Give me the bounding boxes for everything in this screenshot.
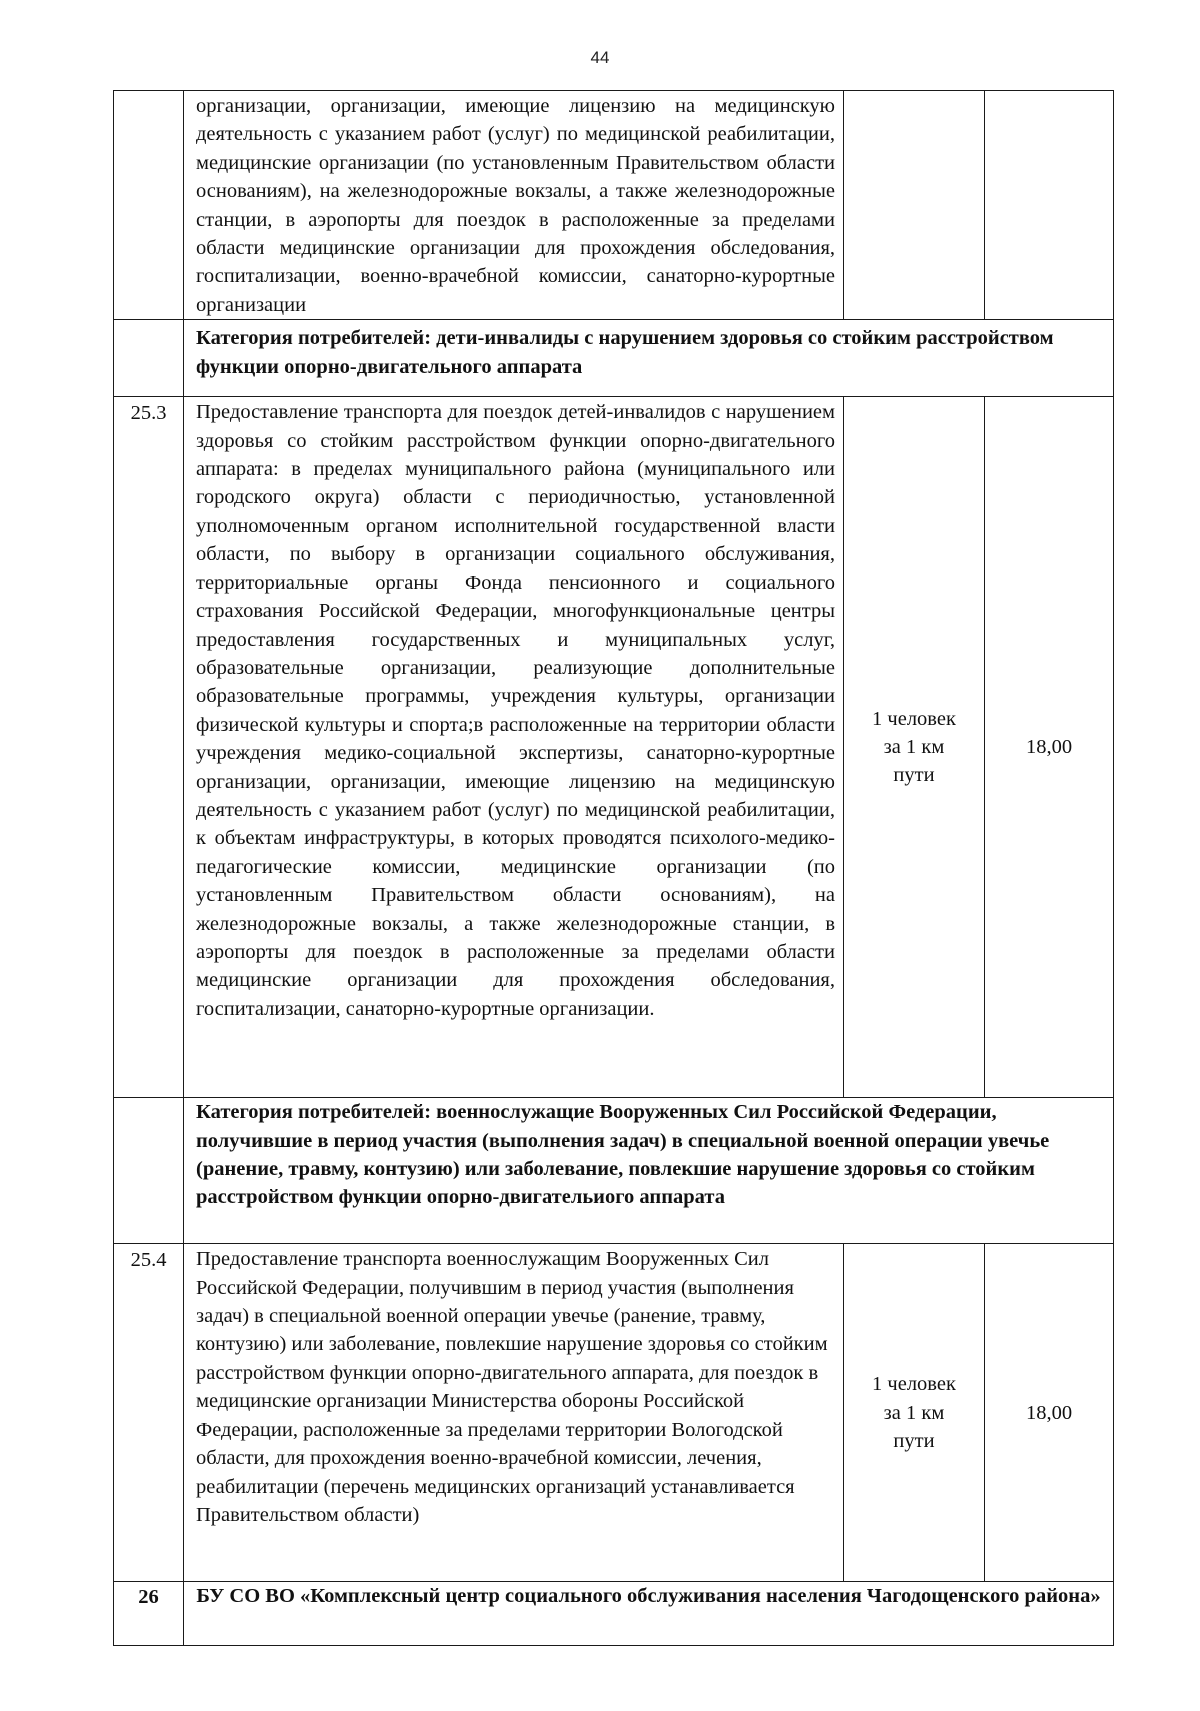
consumer-category-heading: Категория потребителей: военнослужащие Вооруженных Сил Российской Федерации, получившие в период участия (выполнения задач) в специальной военной операции увечье (ранение, травму, контузию) или заболевание, повлекшие нарушение здоровья со стойким расстройством функции опорно-двигательиого аппарата xyxy=(184,1098,1114,1244)
unit-of-measure xyxy=(844,397,985,1098)
organization-title: БУ СО ВО «Комплексный центр социального обслуживания населения Чагодощенского района» xyxy=(184,1582,1114,1646)
unit-line: пути xyxy=(893,1429,935,1452)
table-row-25-4 xyxy=(114,1244,1114,1582)
service-description: Предоставление транспорта для поездок детей-инвалидов с нарушением здоровья со стойким расстройством функции опорно-двигательного аппарата: в пределах муниципального района (муниципального или городского округа) области с периодичностью, установленной уполномоченным органом исполнительной государственной власти области, по выбору в организации социального обслуживания, территориальные органы Фонда пенсионного и социального страхования Российской Федерации, многофункциональные центры предоставления государственных и муниципальных услуг, образовательные организации, реализующие дополнительные образовательные программы, учреждения культуры, организации физической культуры и спорта;в расположенные на территории области учреждения медико-социальной экспертизы, санаторно-курортные организации, организации, имеющие лицензию на медицинскую деятельность с указанием работ (услуг) по медицинской реабилитации, к объектам инфраструктуры, в которых проводятся психолого-медико-педагогические комиссии, медицинские организации (по установленным Правительством области основаниям), на железнодорожные вокзалы, а также железнодорожные станции, в аэропорты для поездок в расположенные за пределами области медицинские организации для прохождения обследования, госпитализации, санаторно-курортные организации. xyxy=(184,397,844,1098)
table-row-org-26 xyxy=(114,1582,1114,1646)
row-number: 26 xyxy=(114,1582,184,1646)
tariff-price: 18,00 xyxy=(985,1244,1114,1582)
row-number: 25.4 xyxy=(114,1244,184,1582)
service-description: Предоставление транспорта военнослужащим Вооруженных Сил Российской Федерации, получившим в период участия (выполнения задач) в специальной военной операции увечье (ранение, травму, контузию) или заболевание, повлекшие нарушение здоровья со стойким расстройством функции опорно-двигательного аппарата, для поездок в медицинские организации Министерства обороны Российской Федерации, расположенные за пределами территории Вологодской области, для прохождения военно-врачебной комиссии, лечения, реабилитации (перечень медицинских организаций устанавливается Правительством области) xyxy=(184,1244,844,1582)
unit-line: за 1 км xyxy=(883,736,945,759)
service-description: организации, организации, имеющие лицензию на медицинскую деятельность с указанием работ (услуг) по медицинской реабилитации, медицинские организации (по установленным Правительством области основаниям), на железнодорожные вокзалы, а также железнодорожные станции, в аэропорты для поездок в расположенные за пределами области медицинские организации для прохождения обследования, госпитализации, военно-врачебной комиссии, санаторно-курортные организации xyxy=(184,91,844,320)
unit-line: за 1 км xyxy=(883,1401,945,1424)
table-row-25-3 xyxy=(114,397,1114,1098)
unit-line: 1 человек xyxy=(872,1373,956,1396)
unit-line: пути xyxy=(893,764,935,787)
unit-of-measure xyxy=(844,1244,985,1582)
page-number: 44 xyxy=(590,48,610,67)
consumer-category-heading: Категория потребителей: дети-инвалиды с нарушением здоровья со стойким расстройством функции опорно-двигательного аппарата xyxy=(184,320,1114,397)
tariff-price: 18,00 xyxy=(985,397,1114,1098)
price-cell xyxy=(985,91,1114,320)
row-number-cell xyxy=(114,320,184,397)
unit-line: 1 человек xyxy=(872,707,956,730)
table-row-category xyxy=(114,320,1114,397)
row-number: 25.3 xyxy=(114,397,184,1098)
table-row-continuation xyxy=(114,91,1114,320)
table-row-category xyxy=(114,1098,1114,1244)
row-number-cell xyxy=(114,91,184,320)
tariff-table xyxy=(113,90,1114,1646)
row-number-cell xyxy=(114,1098,184,1244)
unit-cell xyxy=(844,91,985,320)
